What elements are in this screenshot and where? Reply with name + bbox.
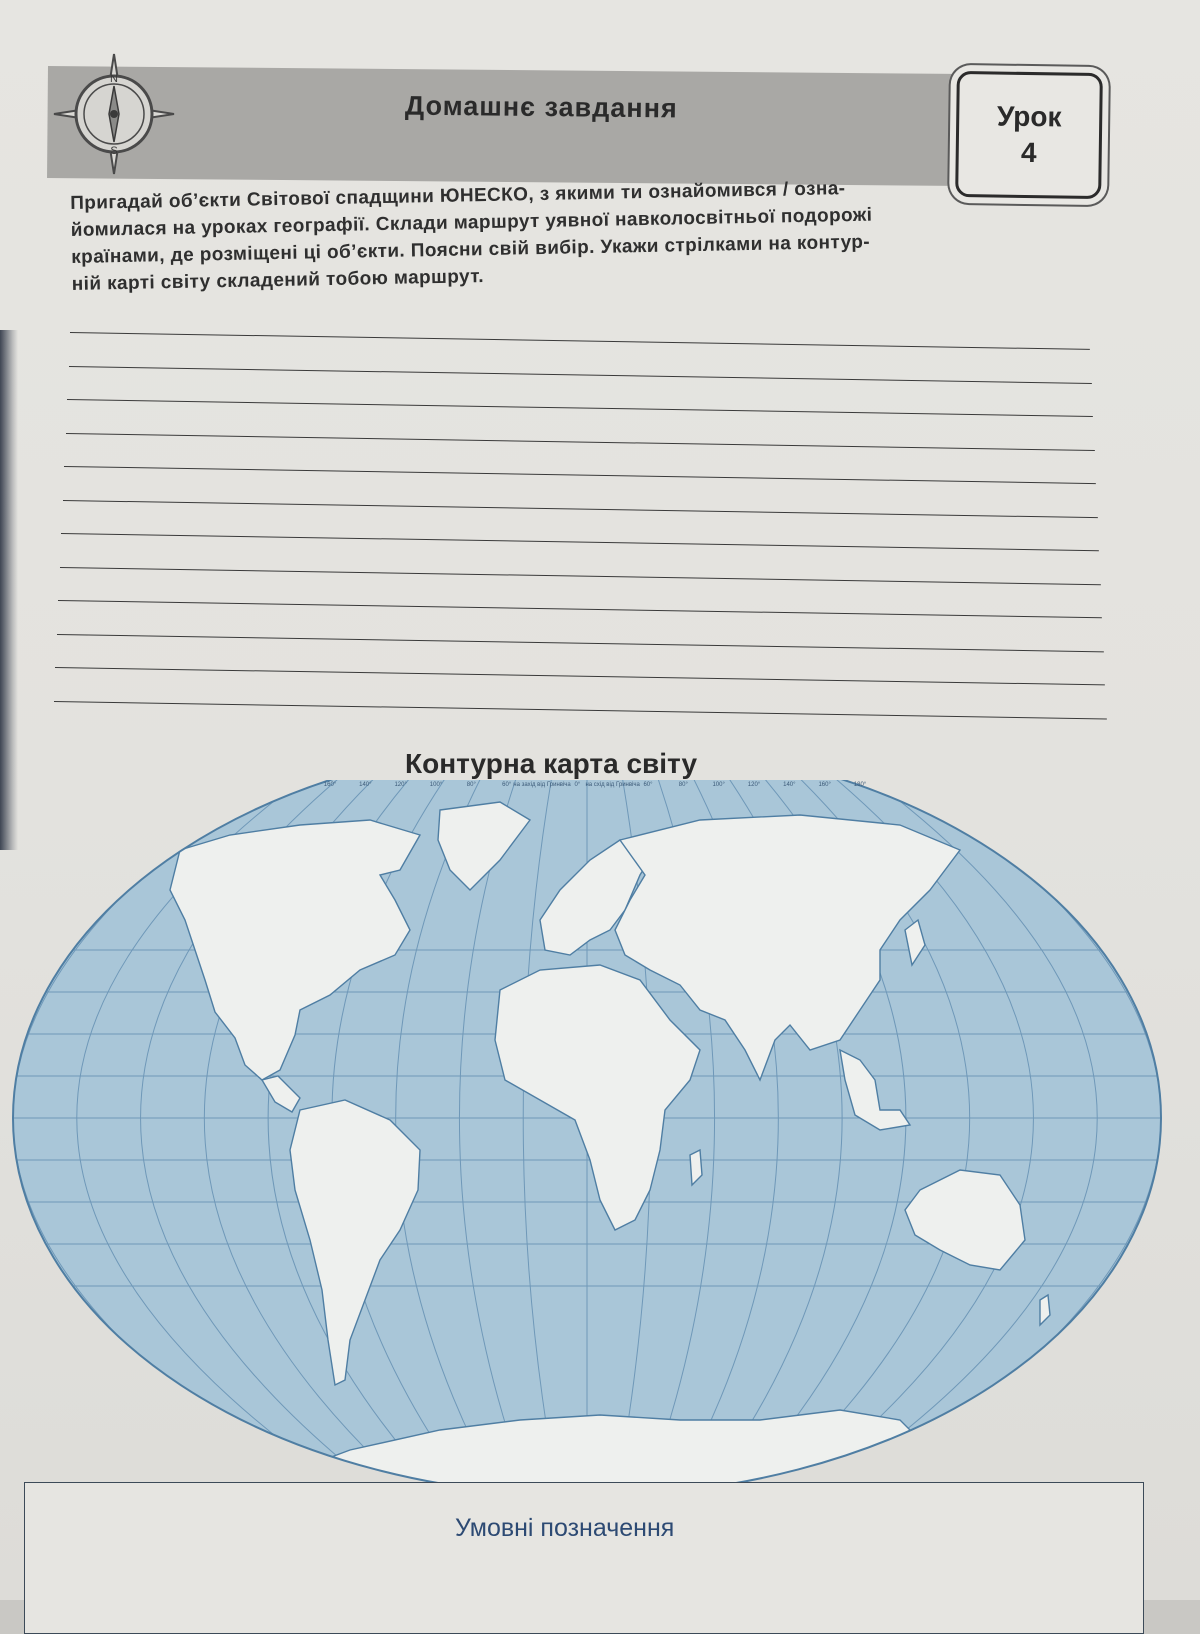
task-text [70,170,1092,298]
answer-line[interactable] [53,701,1106,719]
top-scale-label: 100° [429,782,443,788]
lesson-label: Урок [996,100,1062,133]
task-line: країнами, де розміщені ці об’єкти. Поясни свій вибір. Укажи стрілками на контур- [71,231,871,268]
header-banner [47,66,983,186]
top-degree-scale [324,782,867,788]
top-scale-label: 60° [643,782,653,788]
legend-title: Умовні позначення [455,1514,675,1542]
top-scale-label: 140° [359,782,372,788]
top-scale-label: 120° [747,782,761,788]
lesson-number: 4 [1020,136,1037,169]
top-scale-label: 160° [818,782,831,788]
answer-line[interactable] [61,533,1099,551]
answer-line[interactable] [65,433,1094,451]
top-scale-label: на захід від Гринвіча [513,782,571,788]
compass-north-label: N [110,73,118,85]
answer-line[interactable] [64,466,1096,484]
answer-line[interactable] [62,500,1097,518]
top-scale-label: 140° [783,782,796,788]
answer-line[interactable] [67,399,1093,417]
task-line: ній карті світу складений тобою маршрут. [71,266,485,295]
top-scale-label: 180° [853,782,867,788]
answer-line[interactable] [56,634,1103,652]
world-contour-map [0,780,1200,1500]
answer-line[interactable] [55,667,1105,685]
top-scale-label: 80° [678,782,688,788]
top-scale-label: 160° [323,782,337,788]
top-scale-label: 60° [502,782,512,788]
compass-icon [52,52,176,176]
top-scale-label: 80° [466,782,476,788]
legend-box [24,1482,1144,1634]
top-scale-label: 0° [574,782,581,788]
top-scale-label: на схід від Гринвіча [585,782,640,788]
task-line: йомилася на уроках географії. Склади маршрут уявної навколосвітньої подорожі [70,204,873,241]
map-title: Контурна карта світу [405,748,698,779]
top-scale-label: 120° [394,782,407,788]
page-title: Домашнє завдання [404,90,678,124]
compass-south-label: S [110,145,118,157]
answer-line[interactable] [58,600,1102,618]
top-scale-label: 100° [712,782,725,788]
answer-line[interactable] [68,366,1091,384]
page-edge-shadow [0,330,18,850]
answer-line[interactable] [70,332,1090,350]
task-line: Пригадай об’єкти Світової спадщини ЮНЕСКО, з якими ти ознайомився / озна- [70,178,846,214]
answer-line[interactable] [59,567,1100,585]
